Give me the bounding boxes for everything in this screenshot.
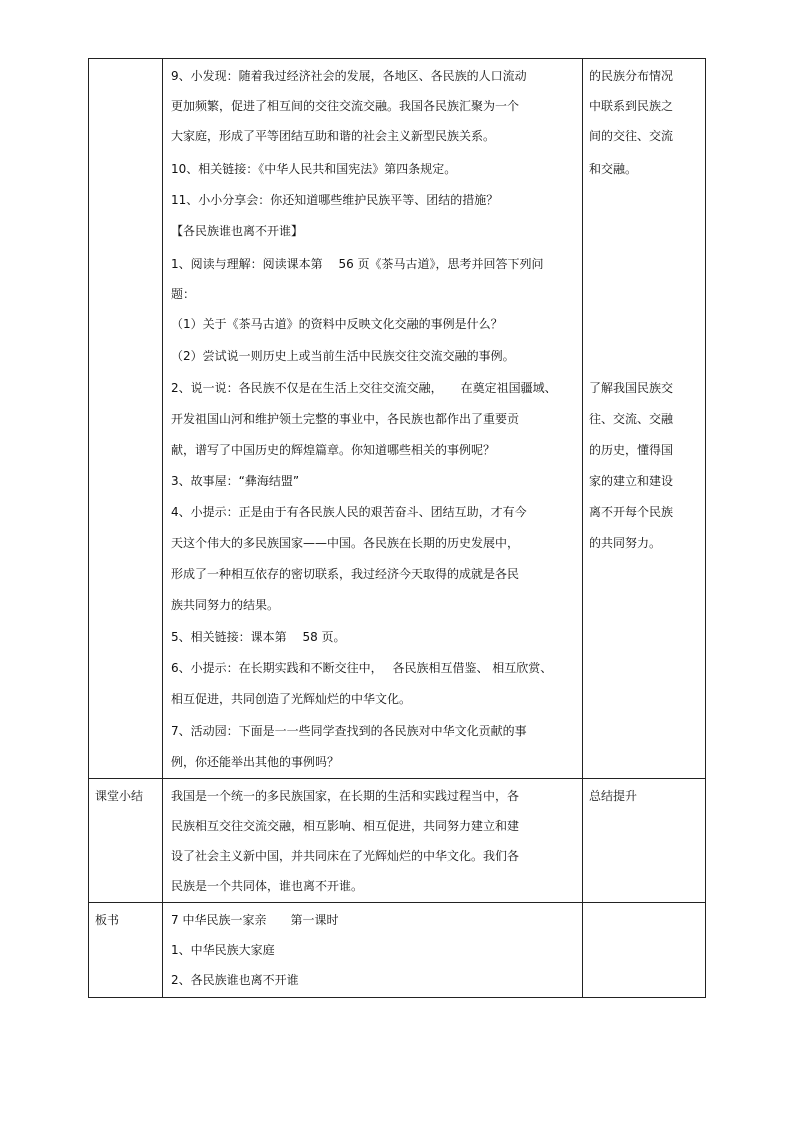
intent-line: 的民族分布情况: [589, 69, 674, 83]
content-line: 9、小发现：随着我过经济社会的发展，各地区、各民族的人口流动: [171, 69, 527, 83]
summary-note: 总结提升: [589, 789, 638, 803]
summary-note-cell: [583, 779, 706, 903]
intent-line: 了解我国民族交: [589, 381, 674, 395]
content-line: （1）关于《茶马古道》的资料中反映文化交融的事例是什么？: [171, 317, 503, 331]
content-line: 更加频繁，促进了相互间的交往交流交融。我国各民族汇聚为一个: [171, 99, 520, 113]
intent-line: 离不开每个民族: [589, 505, 674, 519]
board-label: 板书: [95, 913, 120, 927]
summary-line: 民族相互交往交流交融，相互影响、相互促进，共同努力建立和建: [171, 819, 520, 833]
content-line: 相互促进，共同创造了光辉灿烂的中华文化。: [171, 692, 412, 706]
content-line: 10、相关链接：《中华人民共和国宪法》第四条规定。: [171, 162, 457, 176]
summary-content-cell: [163, 779, 583, 903]
intent-line: 的历史，懂得国: [589, 443, 674, 457]
intent-line: 往、交流、交融: [589, 412, 674, 426]
summary-line: 设了社会主义新中国，并共同床在了光辉灿烂的中华文化。我们各: [171, 849, 520, 863]
board-label-cell: [89, 903, 163, 998]
board-row: [89, 903, 706, 998]
content-line: 形成了一种相互依存的密切联系，我过经济今天取得的成就是各民: [171, 567, 520, 581]
board-title: 7 中华民族一家亲 第一课时: [171, 913, 339, 927]
content-line: 11、小小分享会：你还知道哪些维护民族平等、团结的措施？: [171, 193, 499, 207]
lesson-plan-table: [88, 58, 706, 998]
content-line: 天这个伟大的多民族国家——中国。各民族在长期的历史发展中，: [171, 536, 520, 550]
board-content-cell: [163, 903, 583, 998]
intent-line: 中联系到民族之: [589, 99, 674, 113]
summary-row: [89, 779, 706, 903]
activities-row: [89, 59, 706, 779]
content-line: 例，你还能举出其他的事例吗？: [171, 755, 340, 769]
content-line: 7、活动园：下面是一一些同学查找到的各民族对中华文化贡献的事: [171, 724, 527, 738]
content-line: （2）尝试说一则历史上或当前生活中民族交往交流交融的事例。: [171, 349, 515, 363]
summary-line: 我国是一个统一的多民族国家，在长期的生活和实践过程当中，各: [171, 789, 520, 803]
intent-line: 间的交往、交流: [589, 129, 674, 143]
activities-label-cell: [89, 59, 163, 779]
intent-line: 的共同努力。: [589, 536, 662, 550]
content-line: 献，谱写了中国历史的辉煌篇章。你知道哪些相关的事例呢？: [171, 443, 496, 457]
board-point: 2、各民族谁也离不开谁: [171, 973, 299, 987]
summary-line: 民族是一个共同体，谁也离不开谁。: [171, 879, 364, 893]
content-line: 大家庭，形成了平等团结互助和谐的社会主义新型民族关系。: [171, 129, 496, 143]
content-line: 族共同努力的结果。: [171, 598, 280, 612]
board-note-cell: [583, 903, 706, 998]
content-line: 4、小提示：正是由于有各民族人民的艰苦奋斗、团结互助，才有今: [171, 505, 527, 519]
board-point: 1、中华民族大家庭: [171, 943, 275, 957]
content-line: 2、说一说：各民族不仅是在生活上交往交流交融， 在奠定祖国疆域、: [171, 381, 557, 395]
intent-line: 家的建立和建设: [589, 474, 674, 488]
activities-content-cell: [163, 59, 583, 779]
summary-label-cell: [89, 779, 163, 903]
content-line: 6、小提示：在长期实践和不断交往中， 各民族相互借鉴、 相互欣赏、: [171, 661, 553, 675]
intent-line: 和交融。: [589, 162, 638, 176]
summary-label: 课堂小结: [95, 789, 144, 803]
content-line: 题：: [171, 287, 196, 301]
content-line: 1、阅读与理解：阅读课本第 56 页《茶马古道》，思考并回答下列问: [171, 257, 544, 271]
section-heading: 【各民族谁也离不开谁】: [171, 224, 304, 238]
activities-intent-cell: [583, 59, 706, 779]
content-line: 5、相关链接：课本第 58 页。: [171, 630, 346, 644]
content-line: 3、故事屋：“彝海结盟”: [171, 474, 300, 488]
content-line: 开发祖国山河和维护领土完整的事业中，各民族也都作出了重要贡: [171, 412, 520, 426]
